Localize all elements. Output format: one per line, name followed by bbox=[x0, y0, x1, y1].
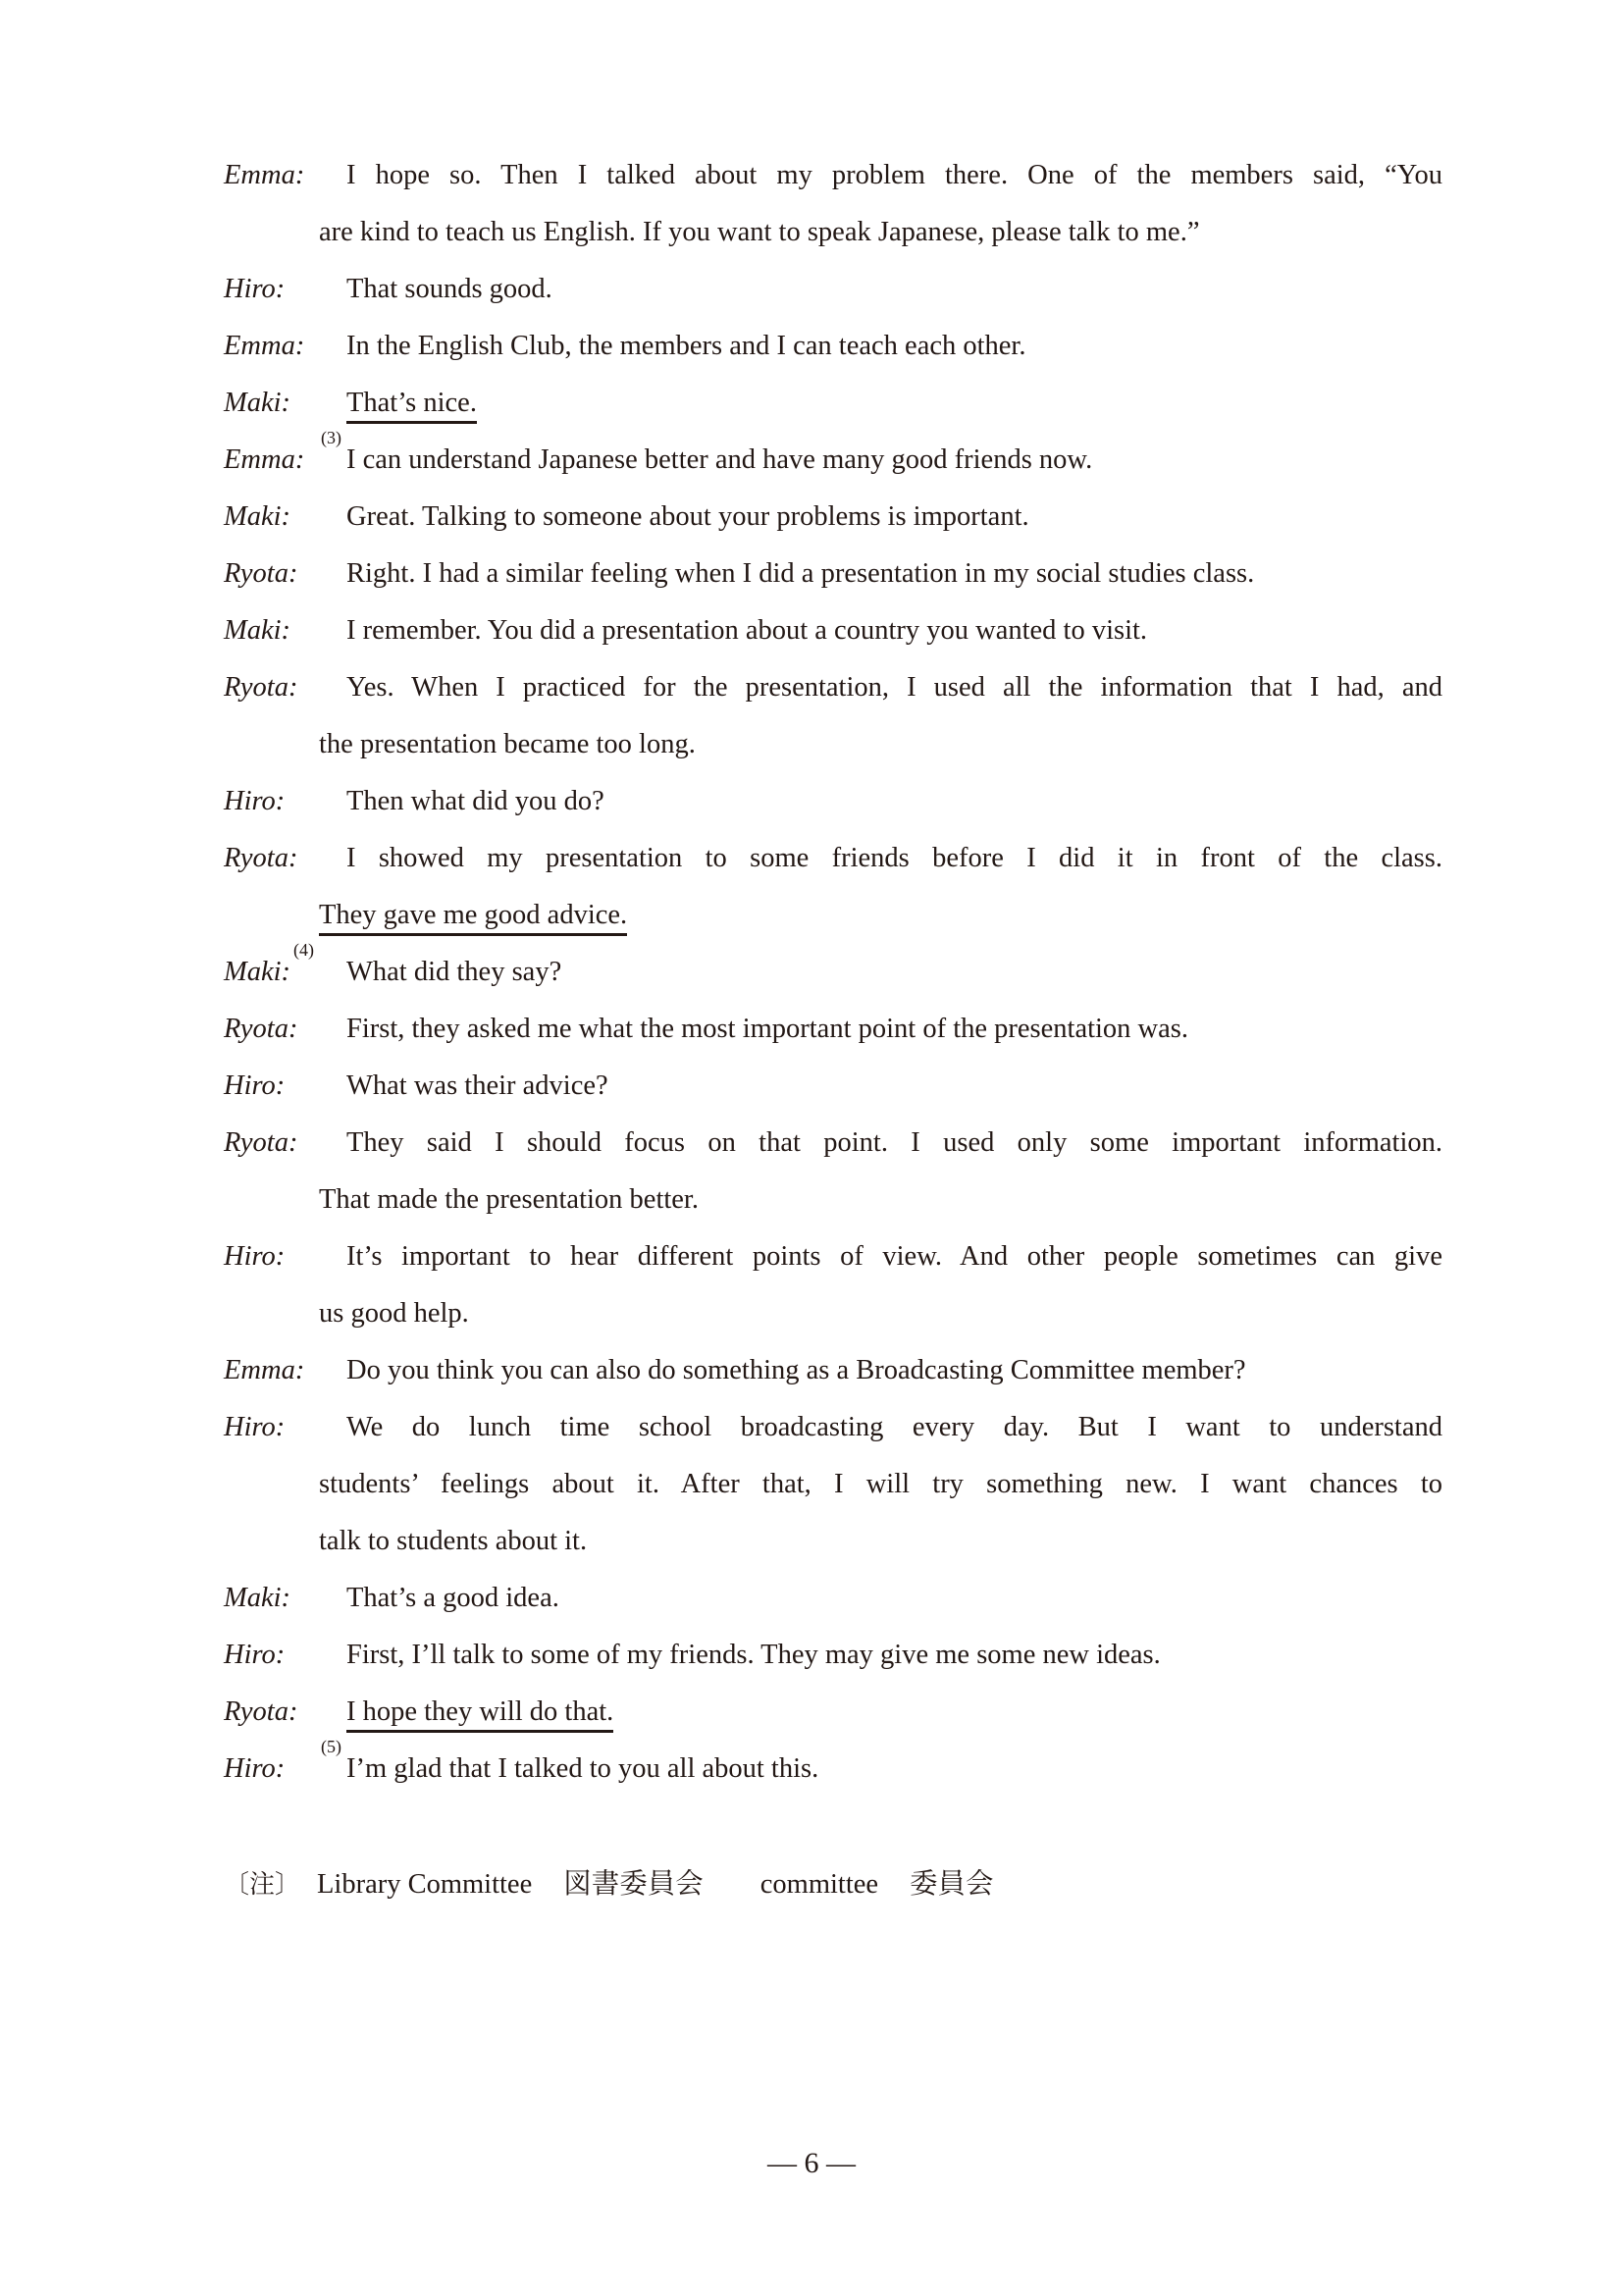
dialogue-turn bbox=[224, 602, 1442, 659]
dialogue-turn bbox=[224, 318, 1442, 375]
speaker-label: Maki: bbox=[224, 501, 291, 532]
underlined-sentence-5 bbox=[321, 1695, 614, 1756]
dialogue-line: That sounds good. bbox=[346, 274, 552, 304]
speaker-label: Ryota: bbox=[224, 843, 298, 873]
dialogue-turn bbox=[224, 1627, 1442, 1684]
dialogue-turn bbox=[224, 147, 1442, 261]
speaker-label: Hiro: bbox=[224, 274, 286, 304]
speaker-label: Hiro: bbox=[224, 1070, 286, 1101]
dialogue-line: the presentation became too long. bbox=[319, 729, 696, 759]
dialogue-line: That made the presentation better. bbox=[319, 1184, 699, 1215]
dialogue-turn bbox=[224, 432, 1442, 489]
speaker-label: Emma: bbox=[224, 331, 305, 361]
dialogue-turn bbox=[224, 1058, 1442, 1115]
dialogue-line: Right. I had a similar feeling when I did a presentation in my social studies class. bbox=[346, 558, 1255, 589]
speaker-label: Emma: bbox=[224, 1355, 305, 1385]
dialogue-turn bbox=[224, 1342, 1442, 1399]
dialogue-line: Yes. When I practiced for the presentation, I used all the information that I had, and bbox=[346, 672, 1442, 703]
dialogue-turn bbox=[224, 261, 1442, 318]
dialogue-turn bbox=[224, 1001, 1442, 1058]
note-term: committee bbox=[759, 1869, 879, 1900]
note-label: 〔注〕 bbox=[224, 1870, 301, 1900]
dialogue-line: I can understand Japanese better and have many good friends now. bbox=[346, 444, 1093, 475]
underlined-sentence-3 bbox=[321, 386, 477, 447]
dialogue-line: us good help. bbox=[319, 1298, 469, 1329]
speaker-label: Maki: bbox=[224, 1583, 291, 1613]
dialogue-line: We do lunch time school broadcasting every day. But I want to understand bbox=[346, 1412, 1442, 1442]
note-term: Library Committee bbox=[317, 1869, 533, 1900]
speaker-label: Hiro: bbox=[224, 786, 286, 816]
dialogue-turn bbox=[224, 1684, 1442, 1756]
dialogue-line: First, they asked me what the most important point of the presentation was. bbox=[346, 1014, 1189, 1044]
dialogue-line: Great. Talking to someone about your problems is important. bbox=[346, 501, 1029, 532]
speaker-label: Hiro: bbox=[224, 1753, 286, 1784]
dialogue-line: That’s a good idea. bbox=[346, 1583, 559, 1613]
speaker-label: Emma: bbox=[224, 444, 305, 475]
dialogue-line: I remember. You did a presentation about a country you wanted to visit. bbox=[346, 615, 1148, 646]
speaker-label: Ryota: bbox=[224, 1127, 298, 1158]
dialogue-line: It’s important to hear different points of view. And other people sometimes can give bbox=[346, 1241, 1442, 1272]
dialogue-line: Do you think you can also do something as a Broadcasting Committee member? bbox=[346, 1355, 1246, 1385]
vocabulary-note bbox=[224, 1856, 994, 1913]
speaker-label: Hiro: bbox=[224, 1241, 286, 1272]
speaker-label: Hiro: bbox=[224, 1640, 286, 1670]
page-number: — 6 — bbox=[767, 2147, 856, 2179]
dialogue-turn bbox=[224, 546, 1442, 602]
dialogue-line: I’m glad that I talked to you all about this. bbox=[346, 1753, 819, 1784]
speaker-label: Ryota: bbox=[224, 1696, 298, 1727]
speaker-label: Emma: bbox=[224, 160, 305, 190]
dialogue-turn bbox=[224, 489, 1442, 546]
note-gloss: 委員会 bbox=[910, 1869, 994, 1900]
dialogue-turn bbox=[224, 659, 1442, 773]
dialogue-line: I hope so. Then I talked about my problem there. One of the members said, “You bbox=[346, 160, 1442, 190]
speaker-label: Ryota: bbox=[224, 1014, 298, 1044]
dialogue-line: talk to students about it. bbox=[319, 1526, 588, 1556]
dialogue-turn bbox=[224, 1228, 1442, 1342]
question-marker: (3) bbox=[321, 428, 341, 447]
dialogue bbox=[224, 147, 1442, 1798]
dialogue-line: That’s nice. bbox=[346, 388, 477, 418]
dialogue-line: Then what did you do? bbox=[346, 786, 604, 816]
dialogue-turn bbox=[224, 1570, 1442, 1627]
dialogue-turn bbox=[224, 1741, 1442, 1798]
question-marker: (5) bbox=[321, 1737, 341, 1756]
dialogue-line: They said I should focus on that point. I used only some important information. bbox=[346, 1127, 1442, 1158]
speaker-label: Maki: bbox=[224, 957, 291, 987]
dialogue-line: What did they say? bbox=[346, 957, 562, 987]
dialogue-turn bbox=[224, 944, 1442, 1001]
dialogue-turn bbox=[224, 1399, 1442, 1570]
dialogue-line: What was their advice? bbox=[346, 1070, 608, 1101]
speaker-label: Hiro: bbox=[224, 1412, 286, 1442]
dialogue-line: First, I’ll talk to some of my friends. They may give me some new ideas. bbox=[346, 1640, 1161, 1670]
dialogue-line: In the English Club, the members and I can teach each other. bbox=[346, 331, 1026, 361]
underlined-sentence-4 bbox=[293, 898, 628, 960]
dialogue-turn bbox=[224, 830, 1442, 960]
dialogue-line: I showed my presentation to some friends before I did it in front of the class. bbox=[346, 843, 1442, 873]
dialogue-line: I hope they will do that. bbox=[346, 1696, 614, 1727]
dialogue-line: They gave me good advice. bbox=[319, 900, 628, 930]
dialogue-line: are kind to teach us English. If you want to speak Japanese, please talk to me.” bbox=[319, 217, 1200, 247]
speaker-label: Ryota: bbox=[224, 672, 298, 703]
speaker-label: Ryota: bbox=[224, 558, 298, 589]
dialogue-turn bbox=[224, 375, 1442, 447]
speaker-label: Maki: bbox=[224, 388, 291, 418]
dialogue-turn bbox=[224, 1115, 1442, 1228]
dialogue-line: students’ feelings about it. After that, I will try something new. I want chances to bbox=[319, 1469, 1442, 1499]
question-marker: (4) bbox=[293, 940, 314, 960]
speaker-label: Maki: bbox=[224, 615, 291, 646]
note-gloss: 図書委員会 bbox=[563, 1869, 704, 1900]
dialogue-turn bbox=[224, 773, 1442, 830]
